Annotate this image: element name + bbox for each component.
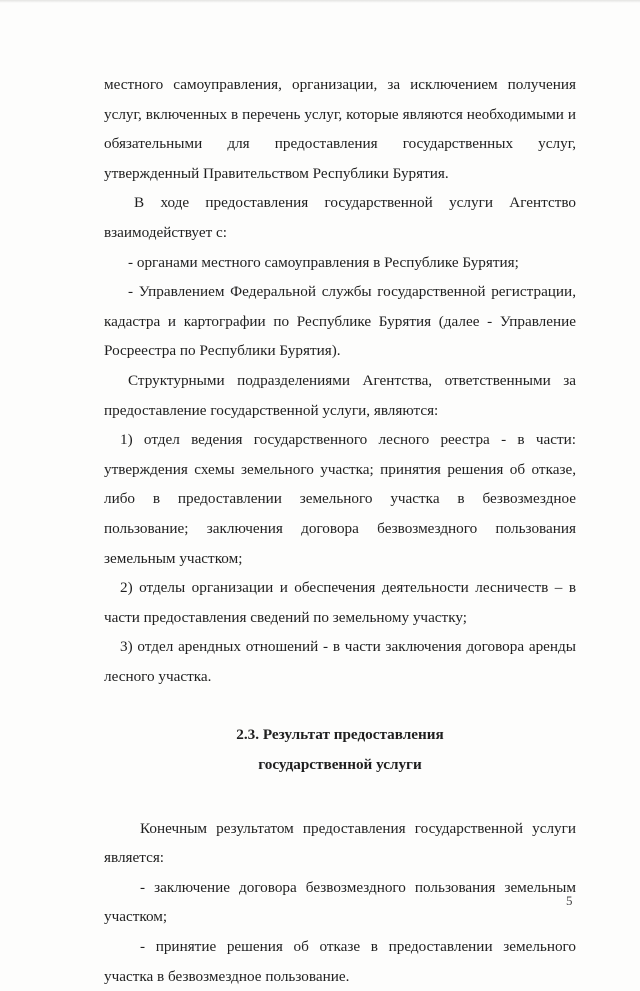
list-item-forestry-depts: 2) отделы организации и обеспечения деятельности лесничеств – в части предоставления сведений по земельному участку;: [104, 579, 576, 626]
paragraph-interaction: В ходе предоставления государственной услуги Агентство взаимодействует с:: [104, 194, 576, 241]
list-item-forest-registry-dept: 1) отдел ведения государственного лесного реестра - в части: утверждения схемы земельного участка; принятия решения об отказе, либо в предоставлении земельного участка в безвозмездное пользование; заключения договора безвозмездного пользования земельным участком;: [104, 431, 576, 567]
page-top-edge: [0, 0, 640, 3]
list-item-refusal-decision: - принятие решения об отказе в предоставлении земельного участка в безвозмездное пользование.: [104, 938, 576, 985]
list-item-contract-conclusion: - заключение договора безвозмездного пользования земельным участком;: [104, 878, 576, 926]
list-item-rosreestr: - Управлением Федеральной службы государственной регистрации, кадастра и картографии по Республике Бурятия (далее - Управление Росреестра по Республики Бурятия).: [104, 283, 576, 360]
paragraph-final-result: Конечным результатом предоставления государственной услуги является:: [104, 819, 576, 867]
section-heading-line-2: государственной услуги: [258, 756, 422, 774]
list-item-local-government: - органами местного самоуправления в Республике Бурятия;: [128, 253, 519, 271]
list-item-lease-dept: 3) отдел арендных отношений - в части заключения договора аренды лесного участка.: [104, 638, 576, 685]
paragraph-continuation: местного самоуправления, организации, за исключением получения услуг, включенных в перечень услуг, которые являются необходимыми и обязательными для предоставления государственных услуг, утвержденный Правительством Республики Бурятия.: [104, 76, 576, 182]
section-heading-line-1: 2.3. Результат предоставления: [236, 726, 444, 744]
document-body: [104, 70, 576, 991]
page-number: 5: [566, 893, 573, 908]
paragraph-structural-units: Структурными подразделениями Агентства, ответственными за предоставление государственной услуги, являются:: [104, 371, 576, 419]
